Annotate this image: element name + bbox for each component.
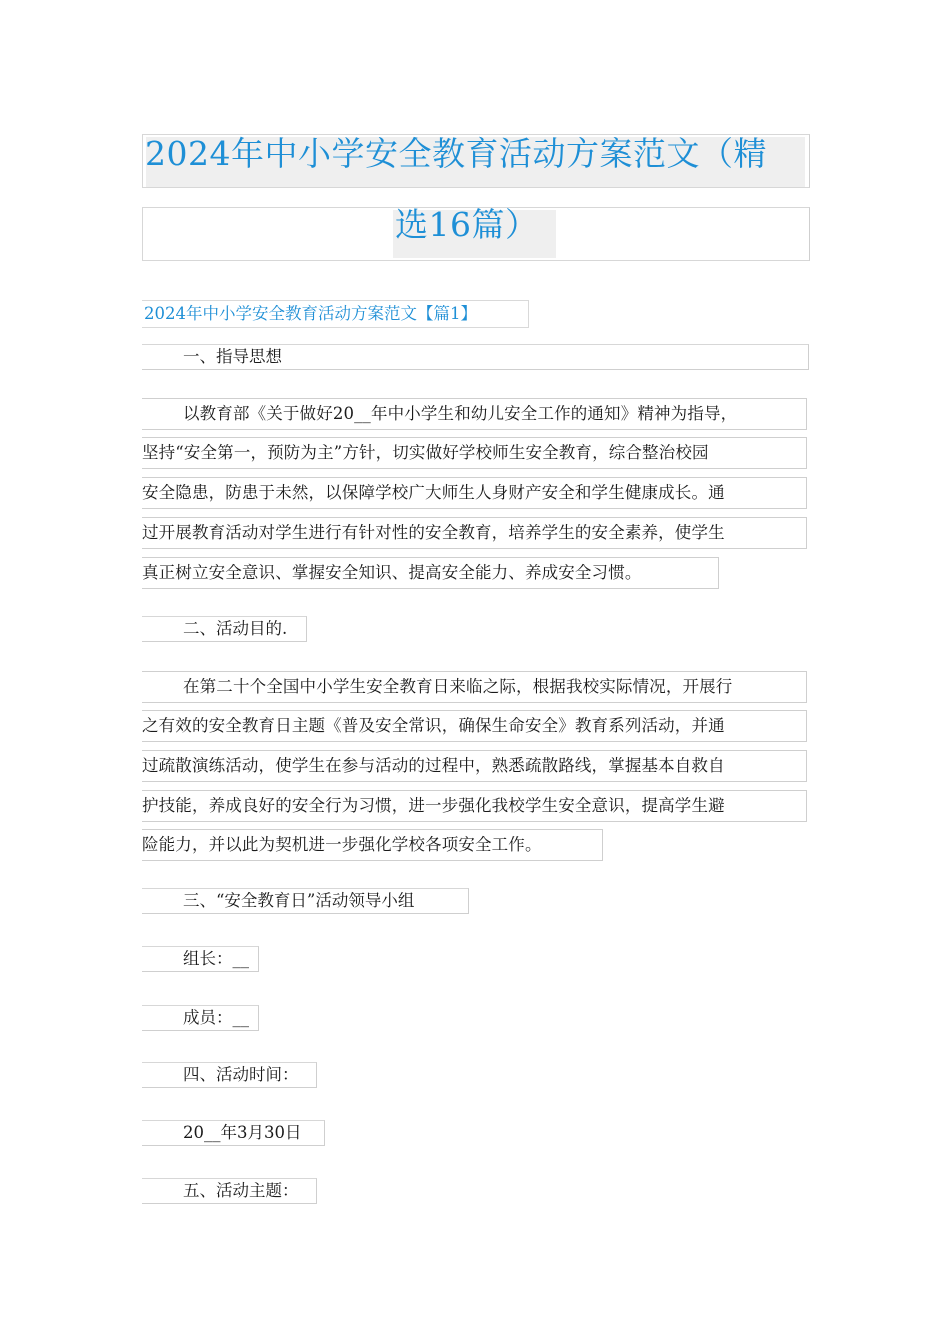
section-1-para-line <box>142 517 807 549</box>
activity-date-line <box>142 1120 325 1146</box>
section-1-para-text: 坚持“安全第一，预防为主”方针，切实做好学校师生安全教育，综合整治校园 <box>142 443 709 462</box>
members-line <box>142 1005 259 1031</box>
page-title-line-1: 2024年中小学安全教育活动方案范文（精 <box>145 134 767 173</box>
section-2-para-line <box>142 790 807 822</box>
section-1-para-line <box>142 557 719 589</box>
section-1-para-text: 安全隐患，防患于未然，以保障学校广大师生人身财产安全和学生健康成长。通 <box>142 483 725 502</box>
section-1-heading-text: 一、指导思想 <box>183 347 282 366</box>
section-2-heading-text: 二、活动目的. <box>183 619 288 638</box>
section-1-para-text: 真正树立安全意识、掌握安全知识、提高安全能力、养成安全习惯。 <box>142 563 642 582</box>
section-5-heading <box>142 1178 317 1204</box>
leader-text: 组长：__ <box>183 949 249 968</box>
section-1-para-line <box>142 398 807 430</box>
article-subtitle <box>142 300 529 328</box>
section-1-para-text: 以教育部《关于做好20__年中小学生和幼儿安全工作的通知》精神为指导， <box>183 404 738 423</box>
section-4-heading-text: 四、活动时间： <box>183 1065 299 1084</box>
members-text: 成员：__ <box>183 1008 249 1027</box>
section-3-heading <box>142 888 469 914</box>
article-subtitle-text: 2024年中小学安全教育活动方案范文【篇1】 <box>144 304 477 323</box>
activity-date-text: 20__年3月30日 <box>183 1123 302 1142</box>
section-2-para-line <box>142 829 603 861</box>
section-2-heading <box>142 616 307 642</box>
section-1-para-line <box>142 477 807 509</box>
section-2-para-text: 护技能，养成良好的安全行为习惯，进一步强化我校学生安全意识，提高学生避 <box>142 796 725 815</box>
section-2-para-text: 之有效的安全教育日主题《普及安全常识，确保生命安全》教育系列活动，并通 <box>142 716 725 735</box>
section-2-para-line <box>142 750 807 782</box>
section-1-heading <box>142 344 809 370</box>
section-1-para-text: 过开展教育活动对学生进行有针对性的安全教育，培养学生的安全素养，使学生 <box>142 523 725 542</box>
section-3-heading-text: 三、“安全教育日”活动领导小组 <box>183 891 415 910</box>
section-4-heading <box>142 1062 317 1088</box>
section-2-para-text: 在第二十个全国中小学生安全教育日来临之际，根据我校实际情况，开展行 <box>183 677 733 696</box>
section-2-para-text: 过疏散演练活动，使学生在参与活动的过程中，熟悉疏散路线，掌握基本自救自 <box>142 756 725 775</box>
section-2-para-text: 险能力，并以此为契机进一步强化学校各项安全工作。 <box>142 835 542 854</box>
section-1-para-line <box>142 437 807 469</box>
page-title-line-2: 选16篇） <box>395 205 539 244</box>
section-5-heading-text: 五、活动主题： <box>183 1181 299 1200</box>
leader-line <box>142 946 259 972</box>
section-2-para-line <box>142 710 807 742</box>
section-2-para-line <box>142 671 807 703</box>
